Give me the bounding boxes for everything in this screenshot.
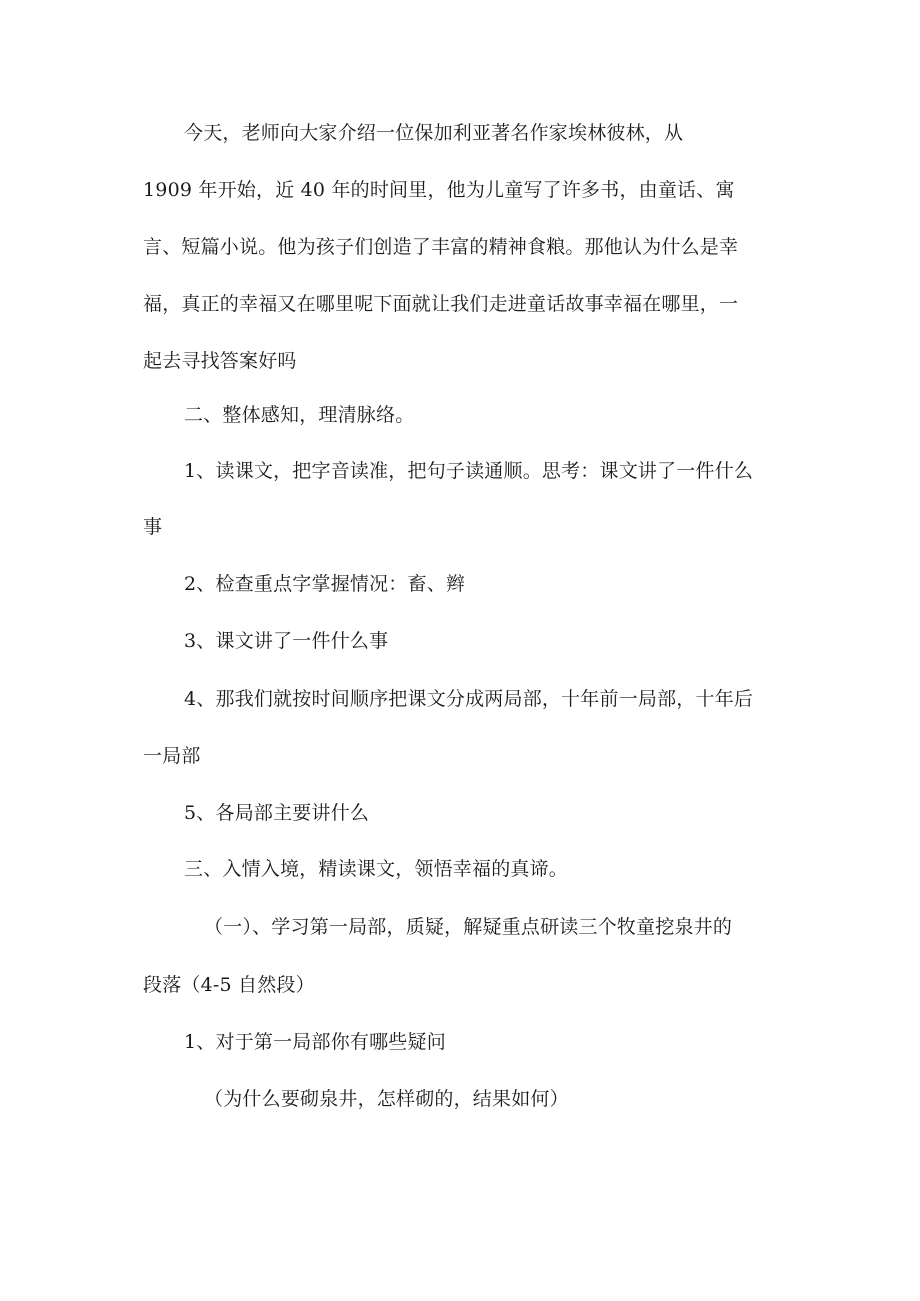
paragraph-intro-line-2: 1909 年开始，近 40 年的时间里，他为儿童写了许多书，由童话、寓 (143, 179, 735, 201)
section-heading-3: 三、入情入境，精读课文，领悟幸福的真谛。 (184, 858, 569, 880)
item-4-line-1: 4、那我们就按时间顺序把课文分成两局部，十年前一局部，十年后 (184, 688, 754, 710)
question-1: 1、对于第一局部你有哪些疑问 (184, 1031, 446, 1053)
item-5: 5、各局部主要讲什么 (184, 802, 370, 824)
paragraph-intro-line-1: 今天，老师向大家介绍一位保加利亚著名作家埃林彼林，从 (184, 122, 684, 144)
item-1-line-1: 1、读课文，把字音读准，把句子读通顺。思考：课文讲了一件什么 (184, 460, 754, 482)
paragraph-intro-line-3: 言、短篇小说。他为孩子们创造了丰富的精神食粮。那他认为什么是幸 (143, 236, 739, 258)
item-2: 2、检查重点字掌握情况：畜、辫 (184, 573, 466, 595)
paragraph-intro-line-4: 福，真正的幸福又在哪里呢下面就让我们走进童话故事幸福在哪里，一 (143, 293, 739, 315)
subsection-1-line-2: 段落（4-5 自然段） (143, 974, 315, 996)
paragraph-intro-line-5: 起去寻找答案好吗 (143, 350, 297, 372)
item-4-line-2: 一局部 (143, 745, 201, 767)
subsection-1-line-1: （一）、学习第一局部，质疑，解疑重点研读三个牧童挖泉井的 (204, 916, 733, 938)
section-heading-2: 二、整体感知，理清脉络。 (184, 404, 415, 426)
item-3: 3、课文讲了一件什么事 (184, 630, 389, 652)
question-1-note: （为什么要砌泉井，怎样砌的，结果如何） (204, 1088, 569, 1110)
item-1-line-2: 事 (143, 516, 163, 538)
